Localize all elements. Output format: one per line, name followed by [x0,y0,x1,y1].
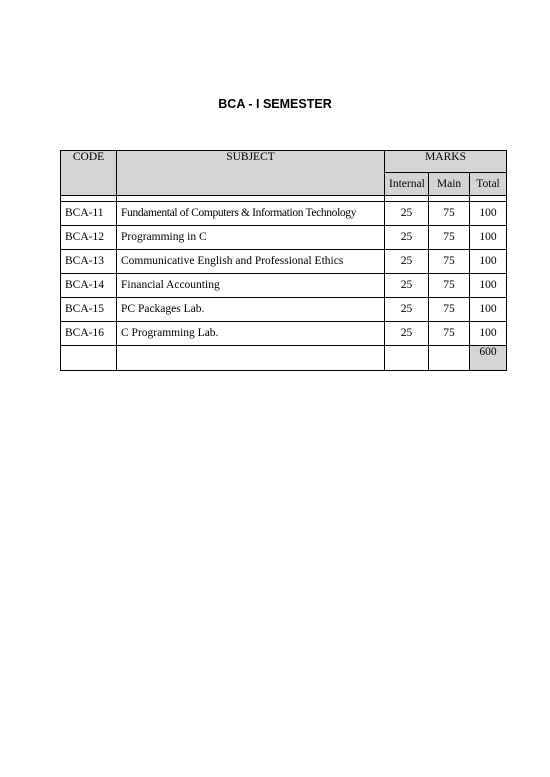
main-marks: 75 [429,298,470,322]
empty-cell [117,346,385,371]
total-marks: 100 [470,202,507,226]
main-marks: 75 [429,274,470,298]
main-marks: 75 [429,250,470,274]
header-code: CODE [61,151,117,196]
total-marks: 100 [470,274,507,298]
header-row [61,151,507,173]
table-row [61,274,507,298]
total-marks: 100 [470,298,507,322]
internal-marks: 25 [385,322,429,346]
page-title: BCA - I SEMESTER [218,97,332,111]
grand-total-row [61,346,507,371]
total-marks: 100 [470,226,507,250]
table-row [61,298,507,322]
empty-cell [429,346,470,371]
subject-name: Financial Accounting [117,274,385,298]
header-total: Total [470,173,507,196]
subject-name: Programming in C [117,226,385,250]
table-row [61,250,507,274]
subject-code: BCA-16 [61,322,117,346]
header-subject: SUBJECT [117,151,385,196]
main-marks: 75 [429,322,470,346]
header-internal: Internal [385,173,429,196]
total-marks: 100 [470,322,507,346]
internal-marks: 25 [385,298,429,322]
marks-table [60,150,507,371]
internal-marks: 25 [385,274,429,298]
table-row [61,226,507,250]
empty-cell [61,346,117,371]
main-marks: 75 [429,202,470,226]
table-row [61,202,507,226]
main-marks: 75 [429,226,470,250]
subject-code: BCA-12 [61,226,117,250]
grand-total: 600 [470,346,507,371]
subject-code: BCA-11 [61,202,117,226]
internal-marks: 25 [385,250,429,274]
subject-code: BCA-14 [61,274,117,298]
header-marks: MARKS [385,151,507,173]
subject-name: Communicative English and Professional Ethics [117,250,385,274]
header-main: Main [429,173,470,196]
internal-marks: 25 [385,226,429,250]
internal-marks: 25 [385,202,429,226]
empty-cell [385,346,429,371]
subject-name: PC Packages Lab. [117,298,385,322]
subject-name: C Programming Lab. [117,322,385,346]
subject-code: BCA-13 [61,250,117,274]
total-marks: 100 [470,250,507,274]
table-row [61,322,507,346]
subject-name: Fundamental of Computers & Information Technology [117,202,385,226]
subject-code: BCA-15 [61,298,117,322]
